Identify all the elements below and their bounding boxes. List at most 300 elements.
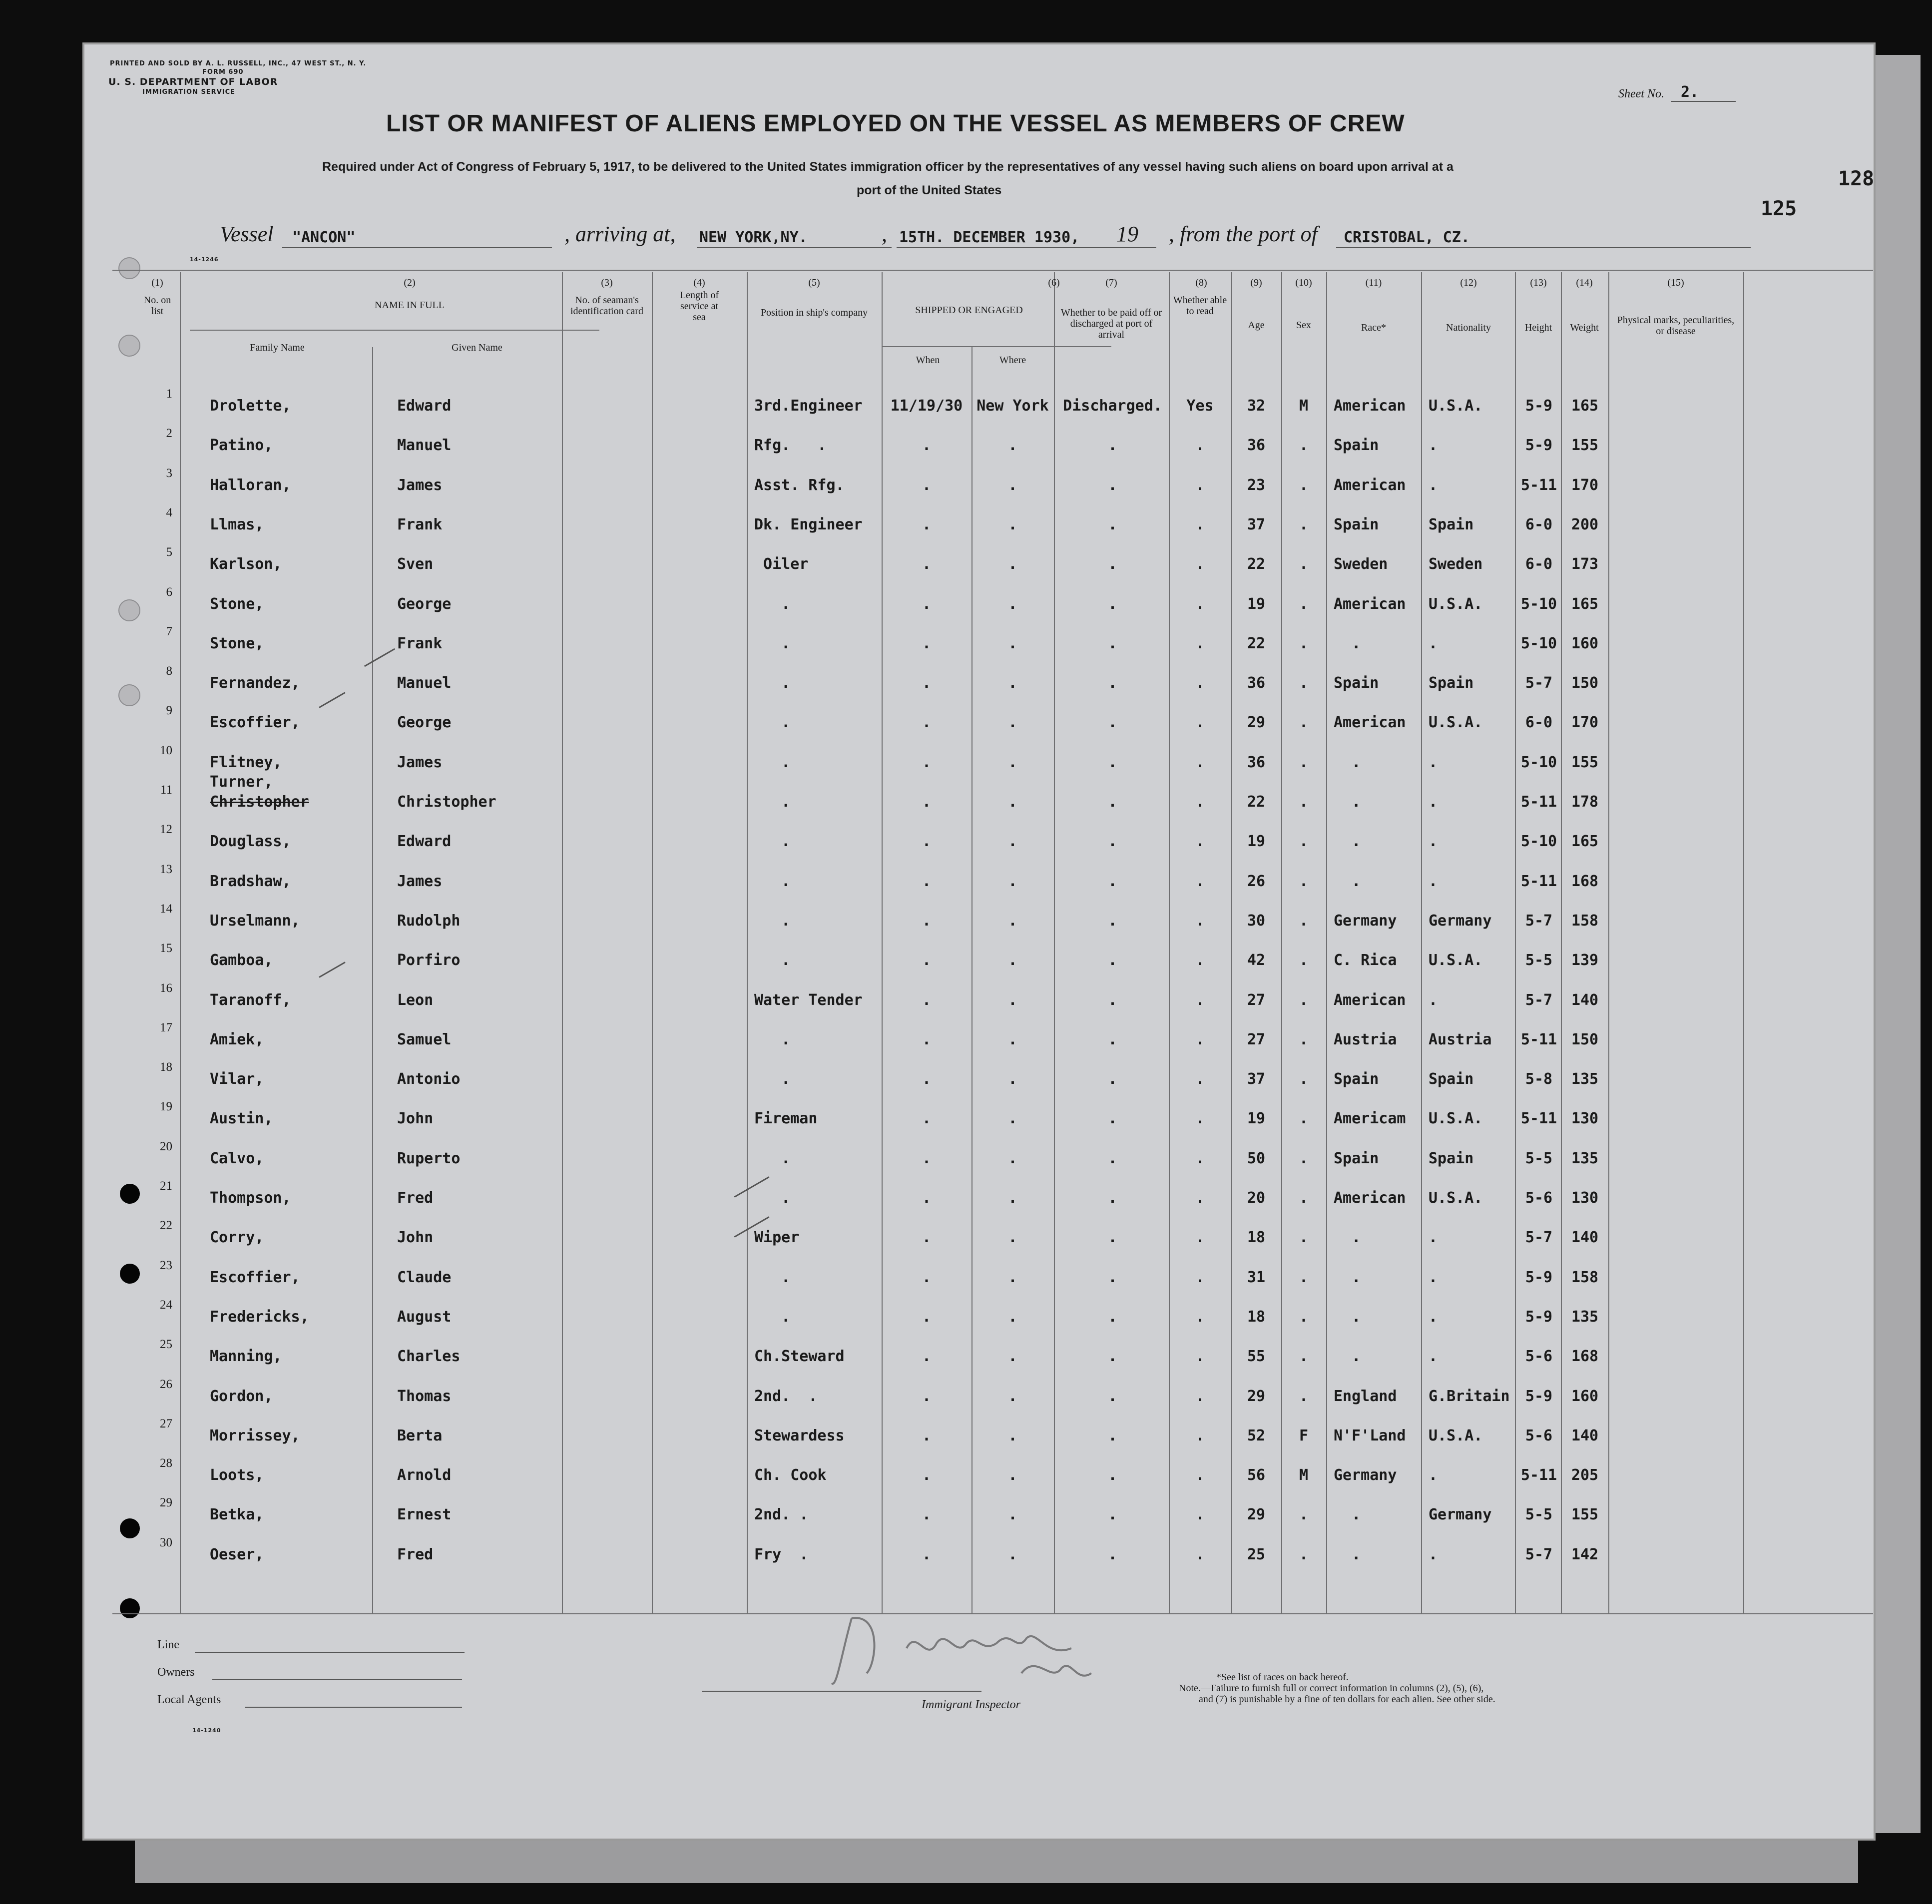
row-number: 21 bbox=[160, 1179, 172, 1193]
able-to-read-cell: . bbox=[1195, 833, 1205, 851]
owners-label: Owners bbox=[157, 1666, 195, 1679]
paid-off-cell: . bbox=[1108, 991, 1117, 1009]
paid-off-cell: . bbox=[1108, 1070, 1117, 1088]
row-number: 3 bbox=[166, 466, 172, 480]
given-name-cell: Claude bbox=[397, 1268, 452, 1286]
sex-cell: F bbox=[1299, 1427, 1309, 1444]
col-number: (6) bbox=[1048, 277, 1060, 288]
sex-cell: . bbox=[1299, 1268, 1309, 1286]
binding-hole bbox=[120, 1264, 140, 1284]
paid-off-cell: . bbox=[1108, 595, 1117, 613]
when-cell: . bbox=[922, 437, 932, 455]
row-number: 22 bbox=[160, 1219, 172, 1233]
race-cell: . bbox=[1334, 634, 1361, 652]
age-cell: 37 bbox=[1247, 515, 1266, 533]
from-underline bbox=[1336, 247, 1751, 248]
age-cell: 22 bbox=[1247, 793, 1266, 811]
nationality-cell: . bbox=[1429, 753, 1438, 771]
when-cell: . bbox=[922, 595, 932, 613]
row-number: 15 bbox=[160, 942, 172, 955]
weight-cell: 135 bbox=[1571, 1308, 1599, 1326]
able-to-read-cell: . bbox=[1195, 515, 1205, 533]
arriving-label: , arriving at, bbox=[564, 222, 676, 246]
nationality-cell: . bbox=[1429, 634, 1438, 652]
line-label: Line bbox=[157, 1638, 179, 1651]
family-name-cell: Vilar, bbox=[210, 1070, 264, 1088]
race-cell: Spain bbox=[1334, 515, 1379, 533]
weight-cell: 165 bbox=[1571, 833, 1599, 851]
age-cell: 19 bbox=[1247, 833, 1266, 851]
stamp-number: 128 bbox=[1838, 167, 1875, 190]
given-name-cell: Arnold bbox=[397, 1466, 452, 1484]
col-number: (7) bbox=[1105, 277, 1117, 288]
position-cell: . bbox=[754, 1070, 791, 1088]
col-header-weight: Weight bbox=[1570, 322, 1599, 333]
row-number: 14 bbox=[160, 902, 172, 916]
nationality-cell: G.Britain bbox=[1429, 1387, 1510, 1405]
where-cell: . bbox=[1008, 1110, 1017, 1128]
age-cell: 32 bbox=[1247, 397, 1266, 415]
page-edge-right bbox=[1876, 55, 1921, 1833]
family-name-cell: Urselmann, bbox=[210, 912, 300, 930]
position-cell: . bbox=[754, 952, 791, 969]
col-number: (12) bbox=[1460, 277, 1477, 288]
form-code: 14-1246 bbox=[190, 256, 219, 263]
row-number: 5 bbox=[166, 545, 172, 559]
paid-off-cell: . bbox=[1108, 1189, 1117, 1207]
position-cell: Fry . bbox=[754, 1545, 809, 1563]
race-cell: Spain bbox=[1334, 1149, 1379, 1167]
family-name-cell: Stone, bbox=[210, 595, 264, 613]
position-cell: Oiler bbox=[754, 555, 809, 573]
sex-cell: M bbox=[1299, 397, 1309, 415]
where-cell: . bbox=[1008, 1466, 1017, 1484]
position-cell: . bbox=[754, 872, 791, 890]
row-number: 12 bbox=[160, 823, 172, 837]
height-cell: 5-7 bbox=[1525, 674, 1553, 692]
age-cell: 50 bbox=[1247, 1149, 1266, 1167]
col-header-nationality: Nationality bbox=[1446, 322, 1491, 333]
paid-off-cell: . bbox=[1108, 437, 1117, 455]
paid-off-cell: . bbox=[1108, 1387, 1117, 1405]
race-cell: . bbox=[1334, 1308, 1361, 1326]
name-divider bbox=[190, 330, 599, 331]
family-name-cell: Fredericks, bbox=[210, 1308, 309, 1326]
able-to-read-cell: . bbox=[1195, 634, 1205, 652]
when-cell: . bbox=[922, 1189, 932, 1207]
vessel-name: "ANCON" bbox=[292, 229, 356, 246]
sex-cell: M bbox=[1299, 1466, 1309, 1484]
height-cell: 5-8 bbox=[1525, 1070, 1553, 1088]
when-cell: . bbox=[922, 793, 932, 811]
col-number: (8) bbox=[1195, 277, 1207, 288]
age-cell: 31 bbox=[1247, 1268, 1266, 1286]
arrival-date: 15TH. DECEMBER 1930, bbox=[899, 229, 1080, 246]
age-cell: 22 bbox=[1247, 555, 1266, 573]
able-to-read-cell: . bbox=[1195, 952, 1205, 969]
family-name-cell: Taranoff, bbox=[210, 991, 291, 1009]
weight-cell: 150 bbox=[1571, 674, 1599, 692]
binding-hole bbox=[118, 684, 140, 706]
age-cell: 25 bbox=[1247, 1545, 1266, 1563]
row-number: 23 bbox=[160, 1258, 172, 1272]
row-number: 8 bbox=[166, 664, 172, 678]
row-number: 10 bbox=[160, 743, 172, 757]
footer-form-code: 14-1240 bbox=[192, 1727, 221, 1734]
given-name-cell: John bbox=[397, 1229, 434, 1247]
where-cell: . bbox=[1008, 1030, 1017, 1048]
height-cell: 5-10 bbox=[1520, 595, 1557, 613]
col-number: (13) bbox=[1530, 277, 1547, 288]
col-divider bbox=[971, 347, 972, 1613]
when-cell: . bbox=[922, 1387, 932, 1405]
col-divider bbox=[1608, 272, 1609, 1613]
paid-off-cell: . bbox=[1108, 1110, 1117, 1128]
when-cell: . bbox=[922, 991, 932, 1009]
race-cell: England bbox=[1334, 1387, 1397, 1405]
given-name-cell: Christopher bbox=[397, 793, 496, 811]
when-cell: . bbox=[922, 1545, 932, 1563]
race-cell: American bbox=[1334, 991, 1406, 1009]
able-to-read-cell: . bbox=[1195, 1149, 1205, 1167]
height-cell: 5-9 bbox=[1525, 1387, 1553, 1405]
race-cell: Austria bbox=[1334, 1030, 1397, 1048]
family-name-cell: Manning, bbox=[210, 1348, 282, 1366]
col-divider bbox=[1169, 272, 1170, 1613]
position-cell: Dk. Engineer bbox=[754, 515, 863, 533]
race-cell: Spain bbox=[1334, 674, 1379, 692]
where-cell: . bbox=[1008, 833, 1017, 851]
sex-cell: . bbox=[1299, 1545, 1309, 1563]
when-cell: . bbox=[922, 833, 932, 851]
vessel-label: Vessel bbox=[220, 222, 274, 246]
given-name-cell: August bbox=[397, 1308, 452, 1326]
race-cell: N'F'Land bbox=[1334, 1427, 1406, 1444]
col-divider bbox=[882, 272, 883, 1613]
family-name-cell: Morrissey, bbox=[210, 1427, 300, 1444]
row-number: 2 bbox=[166, 427, 172, 441]
able-to-read-cell: . bbox=[1195, 1070, 1205, 1088]
sex-cell: . bbox=[1299, 1149, 1309, 1167]
row-number: 6 bbox=[166, 585, 172, 599]
height-cell: 5-5 bbox=[1525, 1149, 1553, 1167]
paid-off-cell: . bbox=[1108, 674, 1117, 692]
paid-off-cell: . bbox=[1108, 1348, 1117, 1366]
binding-hole bbox=[118, 599, 140, 621]
pencil-checkmark bbox=[364, 648, 395, 667]
paid-off-cell: . bbox=[1108, 833, 1117, 851]
col-header-read: Whether able to read bbox=[1173, 295, 1227, 317]
race-cell: American bbox=[1334, 1189, 1406, 1207]
height-cell: 6-0 bbox=[1525, 714, 1553, 732]
where-cell: . bbox=[1008, 515, 1017, 533]
race-cell: . bbox=[1334, 1545, 1361, 1563]
nationality-cell: Germany bbox=[1429, 912, 1492, 930]
weight-cell: 160 bbox=[1571, 634, 1599, 652]
col-divider bbox=[747, 272, 748, 1613]
able-to-read-cell: . bbox=[1195, 1427, 1205, 1444]
weight-cell: 173 bbox=[1571, 555, 1599, 573]
sex-cell: . bbox=[1299, 634, 1309, 652]
arriving-underline bbox=[697, 247, 892, 248]
able-to-read-cell: . bbox=[1195, 1348, 1205, 1366]
family-name-cell: Bradshaw, bbox=[210, 872, 291, 890]
when-cell: . bbox=[922, 1149, 932, 1167]
where-cell: New York bbox=[976, 397, 1049, 415]
race-cell: . bbox=[1334, 793, 1361, 811]
sex-cell: . bbox=[1299, 476, 1309, 494]
where-cell: . bbox=[1008, 1545, 1017, 1563]
position-cell: . bbox=[754, 793, 791, 811]
nationality-cell: . bbox=[1429, 437, 1438, 455]
race-cell: . bbox=[1334, 833, 1361, 851]
race-cell: . bbox=[1334, 872, 1361, 890]
height-cell: 5-7 bbox=[1525, 1545, 1553, 1563]
where-cell: . bbox=[1008, 1070, 1017, 1088]
paid-off-cell: . bbox=[1108, 1466, 1117, 1484]
row-number: 28 bbox=[160, 1456, 172, 1470]
family-name-cell: Oeser, bbox=[210, 1545, 264, 1563]
position-cell: Ch.Steward bbox=[754, 1348, 845, 1366]
weight-cell: 130 bbox=[1571, 1110, 1599, 1128]
position-cell: Fireman bbox=[754, 1110, 818, 1128]
position-cell: . bbox=[754, 634, 791, 652]
row-number: 24 bbox=[160, 1298, 172, 1312]
age-cell: 56 bbox=[1247, 1466, 1266, 1484]
when-cell: . bbox=[922, 1427, 932, 1444]
family-name-cell: Calvo, bbox=[210, 1149, 264, 1167]
given-name-cell: James bbox=[397, 476, 443, 494]
binding-hole bbox=[120, 1184, 140, 1204]
when-cell: 11/19/30 bbox=[890, 397, 963, 415]
row-number: 29 bbox=[160, 1496, 172, 1510]
inspector-signature bbox=[822, 1583, 1181, 1703]
height-cell: 5-11 bbox=[1520, 872, 1557, 890]
paid-off-cell: . bbox=[1108, 1506, 1117, 1524]
paid-off-cell: . bbox=[1108, 515, 1117, 533]
row-number: 27 bbox=[160, 1417, 172, 1430]
when-cell: . bbox=[922, 674, 932, 692]
family-name-cell: Gordon, bbox=[210, 1387, 273, 1405]
binding-hole bbox=[120, 1598, 140, 1618]
age-cell: 29 bbox=[1247, 1387, 1266, 1405]
height-cell: 5-6 bbox=[1525, 1348, 1553, 1366]
pencil-checkmark bbox=[319, 961, 345, 978]
age-cell: 18 bbox=[1247, 1229, 1266, 1247]
race-cell: . bbox=[1334, 1268, 1361, 1286]
row-number: 7 bbox=[166, 624, 172, 638]
given-name-cell: Fred bbox=[397, 1545, 434, 1563]
able-to-read-cell: . bbox=[1195, 1229, 1205, 1247]
paid-off-cell: Discharged. bbox=[1063, 397, 1162, 415]
given-name-cell: Manuel bbox=[397, 437, 452, 455]
arriving-port: NEW YORK,NY. bbox=[699, 229, 808, 246]
position-cell: . bbox=[754, 1308, 791, 1326]
where-cell: . bbox=[1008, 1189, 1017, 1207]
position-cell: Wiper bbox=[754, 1229, 800, 1247]
where-cell: . bbox=[1008, 1348, 1017, 1366]
comma: , bbox=[882, 222, 887, 246]
nationality-cell: Austria bbox=[1429, 1030, 1492, 1048]
nationality-cell: Spain bbox=[1429, 674, 1474, 692]
sex-cell: . bbox=[1299, 714, 1309, 732]
age-cell: 20 bbox=[1247, 1189, 1266, 1207]
when-cell: . bbox=[922, 872, 932, 890]
weight-cell: 170 bbox=[1571, 476, 1599, 494]
col-divider bbox=[372, 347, 373, 1613]
when-cell: . bbox=[922, 1030, 932, 1048]
nationality-cell: U.S.A. bbox=[1429, 952, 1483, 969]
able-to-read-cell: . bbox=[1195, 1545, 1205, 1563]
given-name-cell: Sven bbox=[397, 555, 434, 573]
weight-cell: 140 bbox=[1571, 991, 1599, 1009]
where-cell: . bbox=[1008, 1308, 1017, 1326]
given-name-cell: Fred bbox=[397, 1189, 434, 1207]
position-cell: Asst. Rfg. bbox=[754, 476, 845, 494]
col-divider bbox=[1054, 272, 1055, 1613]
paid-off-cell: . bbox=[1108, 793, 1117, 811]
paid-off-cell: . bbox=[1108, 1308, 1117, 1326]
given-name-cell: Ernest bbox=[397, 1506, 452, 1524]
nationality-cell: . bbox=[1429, 872, 1438, 890]
able-to-read-cell: . bbox=[1195, 1030, 1205, 1048]
weight-cell: 135 bbox=[1571, 1149, 1599, 1167]
family-name-cell: Corry, bbox=[210, 1229, 264, 1247]
given-name-cell: John bbox=[397, 1110, 434, 1128]
from-label: , from the port of bbox=[1169, 222, 1318, 246]
col-header-sex: Sex bbox=[1296, 320, 1311, 331]
family-name-cell: Llmas, bbox=[210, 515, 264, 533]
race-cell: American bbox=[1334, 476, 1406, 494]
col-header-race: Race* bbox=[1361, 322, 1386, 333]
age-cell: 52 bbox=[1247, 1427, 1266, 1444]
weight-cell: 165 bbox=[1571, 397, 1599, 415]
shipped-divider bbox=[882, 346, 1111, 347]
row-number: 17 bbox=[160, 1020, 172, 1034]
able-to-read-cell: . bbox=[1195, 753, 1205, 771]
where-cell: . bbox=[1008, 476, 1017, 494]
when-cell: . bbox=[922, 912, 932, 930]
row-number: 13 bbox=[160, 862, 172, 876]
able-to-read-cell: . bbox=[1195, 1506, 1205, 1524]
given-name-cell: James bbox=[397, 872, 443, 890]
age-cell: 30 bbox=[1247, 912, 1266, 930]
paid-off-cell: . bbox=[1108, 1268, 1117, 1286]
age-cell: 36 bbox=[1247, 437, 1266, 455]
race-cell: Germany bbox=[1334, 912, 1397, 930]
agents-label: Local Agents bbox=[157, 1693, 221, 1706]
position-cell: Water Tender bbox=[754, 991, 863, 1009]
col-header-physical: Physical marks, peculiarities, or disease bbox=[1617, 315, 1735, 337]
given-name-cell: James bbox=[397, 753, 443, 771]
agents-underline bbox=[245, 1707, 462, 1708]
sex-cell: . bbox=[1299, 515, 1309, 533]
family-name-cell: Karlson, bbox=[210, 555, 282, 573]
age-cell: 36 bbox=[1247, 753, 1266, 771]
given-name-cell: George bbox=[397, 595, 452, 613]
able-to-read-cell: . bbox=[1195, 1189, 1205, 1207]
able-to-read-cell: . bbox=[1195, 555, 1205, 573]
nationality-cell: Spain bbox=[1429, 515, 1474, 533]
nationality-cell: . bbox=[1429, 833, 1438, 851]
weight-cell: 150 bbox=[1571, 1030, 1599, 1048]
where-cell: . bbox=[1008, 753, 1017, 771]
penalty-note-1: Note.—Failure to furnish full or correct information in columns (2), (5), (6), bbox=[1179, 1683, 1484, 1694]
height-cell: 5-9 bbox=[1525, 1308, 1553, 1326]
weight-cell: 200 bbox=[1571, 515, 1599, 533]
sex-cell: . bbox=[1299, 912, 1309, 930]
height-cell: 5-9 bbox=[1525, 397, 1553, 415]
weight-cell: 140 bbox=[1571, 1427, 1599, 1444]
family-name-cell: Drolette, bbox=[210, 397, 291, 415]
where-cell: . bbox=[1008, 991, 1017, 1009]
row-number: 9 bbox=[166, 704, 172, 718]
col-divider bbox=[1231, 272, 1232, 1613]
race-cell: Sweden bbox=[1334, 555, 1388, 573]
able-to-read-cell: . bbox=[1195, 476, 1205, 494]
given-name-cell: Rudolph bbox=[397, 912, 461, 930]
sex-cell: . bbox=[1299, 1070, 1309, 1088]
col-divider bbox=[180, 272, 181, 1613]
given-name-cell: Berta bbox=[397, 1427, 443, 1444]
stamp-number: 125 bbox=[1761, 197, 1797, 220]
height-cell: 5-5 bbox=[1525, 1506, 1553, 1524]
line-underline bbox=[195, 1652, 465, 1653]
able-to-read-cell: . bbox=[1195, 991, 1205, 1009]
given-name-cell: Frank bbox=[397, 634, 443, 652]
service-name: IMMIGRATION SERVICE bbox=[142, 88, 236, 96]
sex-cell: . bbox=[1299, 1348, 1309, 1366]
when-cell: . bbox=[922, 714, 932, 732]
sex-cell: . bbox=[1299, 674, 1309, 692]
when-cell: . bbox=[922, 476, 932, 494]
col-header-height: Height bbox=[1524, 322, 1552, 333]
col-number: (5) bbox=[808, 277, 820, 288]
when-cell: . bbox=[922, 1466, 932, 1484]
department-name: U. S. DEPARTMENT OF LABOR bbox=[108, 76, 278, 87]
age-cell: 37 bbox=[1247, 1070, 1266, 1088]
date-underline bbox=[897, 247, 1156, 248]
family-name-cell: Douglass, bbox=[210, 833, 291, 851]
col-header-service: Length of service at sea bbox=[679, 290, 719, 323]
family-name-cell: Patino, bbox=[210, 437, 273, 455]
table-top-border bbox=[112, 270, 1873, 271]
paid-off-cell: . bbox=[1108, 1545, 1117, 1563]
given-name-cell: Samuel bbox=[397, 1030, 452, 1048]
where-cell: . bbox=[1008, 1506, 1017, 1524]
nationality-cell: Sweden bbox=[1429, 555, 1483, 573]
race-cell: . bbox=[1334, 1506, 1361, 1524]
weight-cell: 158 bbox=[1571, 1268, 1599, 1286]
paid-off-cell: . bbox=[1108, 634, 1117, 652]
weight-cell: 155 bbox=[1571, 1506, 1599, 1524]
when-cell: . bbox=[922, 515, 932, 533]
race-cell: . bbox=[1334, 753, 1361, 771]
height-cell: 5-11 bbox=[1520, 1030, 1557, 1048]
weight-cell: 140 bbox=[1571, 1229, 1599, 1247]
sex-cell: . bbox=[1299, 952, 1309, 969]
col-header-shipped: SHIPPED OR ENGAGED bbox=[915, 305, 1023, 316]
sex-cell: . bbox=[1299, 1110, 1309, 1128]
when-cell: . bbox=[922, 1268, 932, 1286]
where-cell: . bbox=[1008, 872, 1017, 890]
given-name-cell: Charles bbox=[397, 1348, 461, 1366]
sheet-number: 2. bbox=[1681, 83, 1699, 101]
given-name-cell: Antonio bbox=[397, 1070, 461, 1088]
when-cell: . bbox=[922, 1308, 932, 1326]
weight-cell: 135 bbox=[1571, 1070, 1599, 1088]
pencil-checkmark bbox=[319, 692, 345, 708]
